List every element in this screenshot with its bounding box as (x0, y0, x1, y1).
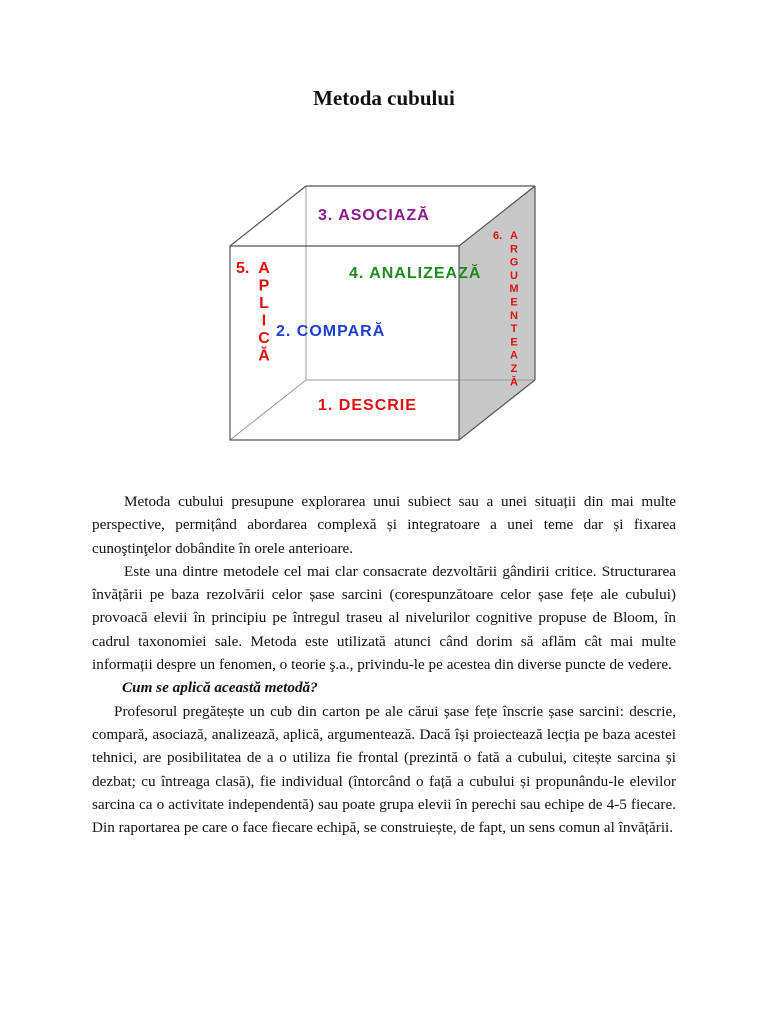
paragraph-critical-thinking: Este una dintre metodele cel mai clar consacrate dezvoltării gândirii critice. Structurarea învățării pe baza rezolvării celor șase sarcini (corespunzătoare celor șase fețe ale cubului) provoacă elevii în principiu pe întregul traseu al nivelurilor cognitive propuse de Bloom, în cadrul taxonomiei sale. Metoda este utilizată atunci când dorim să aflăm cât mai multe informații despre un fenomen, o teorie ş.a., privindu-le pe acestea din diverse puncte de vedere. (92, 562, 676, 674)
argumenteaza-letter: A (510, 349, 518, 362)
label-compara: 2. COMPARĂ (276, 323, 386, 340)
cube-illustration (0, 0, 768, 460)
argumenteaza-letter: R (510, 243, 518, 256)
label-argumenteaza (509, 230, 518, 388)
section-heading: Cum se aplică această metodă? (122, 679, 318, 697)
argumenteaza-letter: T (510, 323, 518, 336)
aplica-letter: P (258, 277, 270, 295)
argumenteaza-letter: G (509, 256, 519, 269)
argumenteaza-letter: U (510, 269, 518, 282)
label-aplica (258, 260, 270, 365)
page-title: Metoda cubului (313, 86, 455, 110)
aplica-letter: A (258, 260, 270, 277)
label-asociaza: 3. ASOCIAZĂ (318, 207, 430, 224)
label-descrie: 1. DESCRIE (318, 397, 417, 414)
argumenteaza-letter: N (510, 309, 518, 322)
label-argumenteaza-number: 6. (493, 230, 503, 242)
argumenteaza-letter: M (509, 283, 519, 296)
cube-figure (0, 0, 768, 460)
cube-side-face (459, 186, 535, 440)
body-text (92, 490, 676, 839)
argumenteaza-letter: E (510, 296, 518, 309)
paragraph-intro: Metoda cubului presupune explorarea unui subiect sau a unei situații din mai multe perspective, permițând abordarea complexă și integratoare a unei teme dar și fixarea cunoştinţelor dobândite în orele anterioare. (92, 493, 676, 557)
paragraph-application: Profesorul pregătește un cub din carton pe ale cărui șase fețe înscrie șase sarcini: descrie, compară, asociază, analizează, aplică, argumentează. Dacă își proiectează lecția pe baza acestei tehnici, are posibilitatea de a o utiliza fie frontal (prezintă o fată a cubului, citește sarcina și dezbat; cu întreaga clasă), fie individual (întorcând o față a cubului și propunându-le elevilor sarcina ca o activitate independentă) sau poate grupa elevii în perechi sau echipe de 4-5 fiecare. Din raportarea pe care o face fiecare echipă, se construiește, de fapt, un sens comun al învățării. (92, 702, 676, 837)
argumenteaza-letter: A (510, 230, 518, 242)
aplica-letter: L (259, 295, 269, 312)
label-aplica-number: 5. (236, 260, 250, 277)
label-analizeaza: 4. ANALIZEAZĂ (349, 265, 482, 282)
aplica-letter: C (258, 330, 270, 347)
aplica-letter: Ă (258, 347, 270, 365)
argumenteaza-letter: Z (510, 363, 518, 375)
aplica-letter: I (261, 312, 267, 330)
argumenteaza-letter: E (510, 336, 518, 349)
argumenteaza-letter: Ă (510, 376, 518, 389)
